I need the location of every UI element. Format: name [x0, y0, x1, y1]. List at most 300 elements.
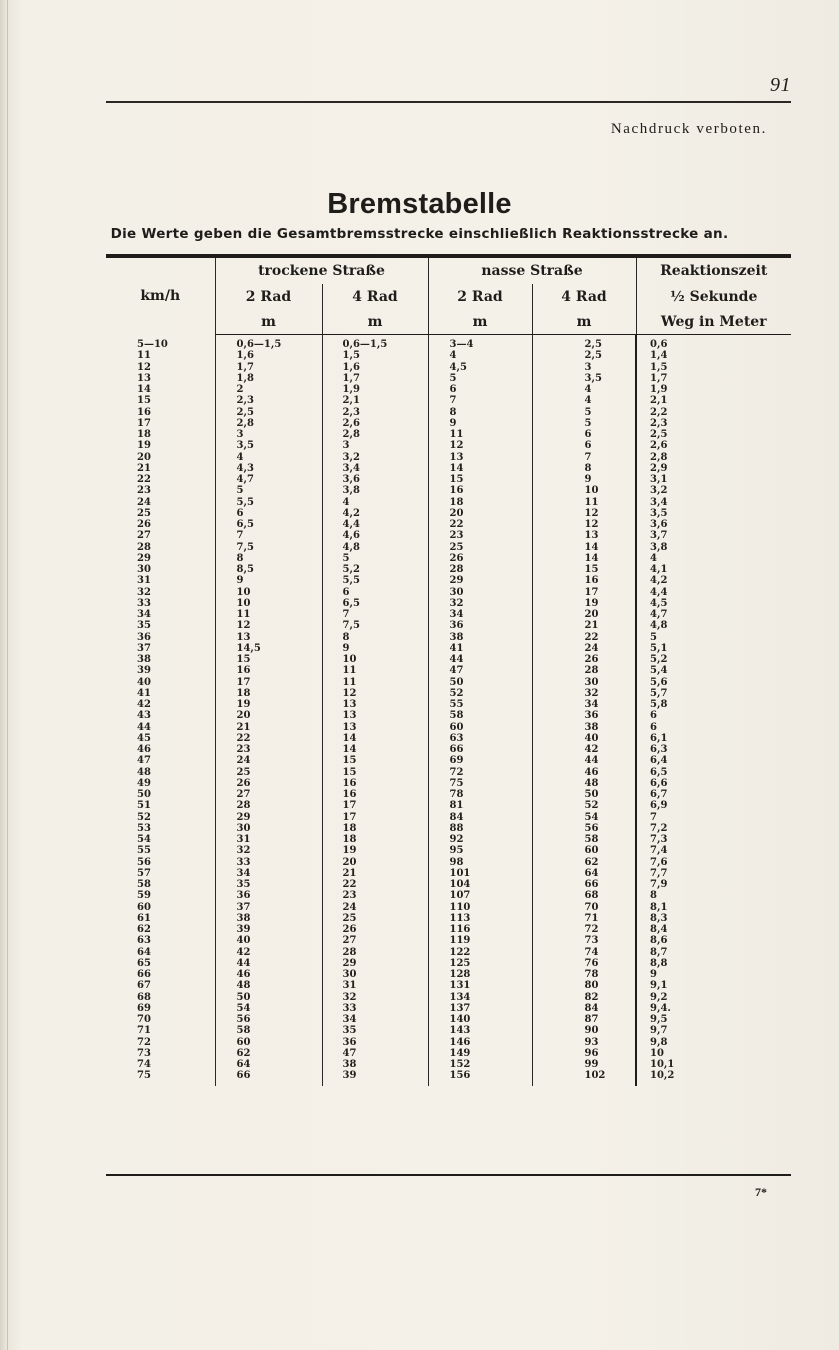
- dry-2-wheel-cell: 40: [215, 935, 322, 946]
- speed-cell: 74: [137, 1059, 151, 1070]
- table-row: [106, 632, 791, 643]
- reaction-distance-cell: 9,1: [636, 980, 791, 991]
- table-row: [106, 452, 791, 463]
- dry-2-wheel-cell: 19: [215, 699, 322, 710]
- wet-2-wheel-cell: 149: [428, 1048, 532, 1059]
- dry-2-wheel-cell: 6,5: [215, 519, 322, 530]
- wet-2-wheel-cell: 69: [428, 755, 532, 766]
- reaction-distance-cell: 2,9: [636, 463, 791, 474]
- wet-2-wheel-cell: 143: [428, 1025, 532, 1036]
- reaction-distance-cell: 4,4: [636, 587, 791, 598]
- speed-cell: 37: [137, 642, 151, 654]
- speed-cell: 50: [137, 789, 151, 800]
- dry-4-wheel-cell: 3: [322, 440, 428, 451]
- reaction-distance-cell: 6,4: [636, 755, 791, 766]
- header-reaction-time: Reaktionszeit: [636, 256, 791, 284]
- table-row: [106, 474, 791, 485]
- reaction-distance-cell: 4: [636, 553, 791, 564]
- wet-4-wheel-cell: 52: [532, 800, 636, 811]
- dry-2-wheel-cell: 2,5: [215, 407, 322, 418]
- dry-4-wheel-cell: 15: [322, 767, 428, 778]
- speed-cell: 30: [137, 564, 151, 575]
- dry-2-wheel-cell: 38: [215, 913, 322, 924]
- wet-4-wheel-cell: 3: [532, 362, 636, 373]
- dry-4-wheel-cell: 30: [322, 969, 428, 980]
- wet-4-wheel-cell: 64: [532, 868, 636, 879]
- speed-cell: 43: [137, 710, 151, 722]
- speed-cell: 75: [137, 1070, 151, 1082]
- wet-2-wheel-cell: 28: [428, 564, 532, 575]
- table-row: [106, 485, 791, 496]
- wet-2-wheel-cell: 122: [428, 947, 532, 958]
- wet-4-wheel-cell: 87: [532, 1014, 636, 1025]
- dry-2-wheel-cell: 28: [215, 800, 322, 811]
- wet-4-wheel-cell: 58: [532, 834, 636, 845]
- dry-2-wheel-cell: 14,5: [215, 643, 322, 654]
- reaction-distance-cell: 5,6: [636, 677, 791, 688]
- speed-cell: 63: [137, 935, 151, 947]
- table-row: [106, 598, 791, 609]
- dry-2-wheel-cell: 25: [215, 767, 322, 778]
- wet-4-wheel-cell: 70: [532, 902, 636, 913]
- reaction-distance-cell: 7,9: [636, 879, 791, 890]
- dry-4-wheel-cell: 22: [322, 879, 428, 890]
- wet-2-wheel-cell: 29: [428, 575, 532, 586]
- dry-4-wheel-cell: 6,5: [322, 598, 428, 609]
- reaction-distance-cell: 2,6: [636, 440, 791, 451]
- dry-4-wheel-cell: 16: [322, 778, 428, 789]
- table-row: [106, 362, 791, 373]
- wet-4-wheel-cell: 28: [532, 665, 636, 676]
- dry-4-wheel-cell: 17: [322, 812, 428, 823]
- wet-2-wheel-cell: 14: [428, 463, 532, 474]
- wet-2-wheel-cell: 131: [428, 980, 532, 991]
- header-wet-road: nasse Straße: [428, 256, 636, 284]
- wet-4-wheel-cell: 84: [532, 1003, 636, 1014]
- table-row: [106, 553, 791, 564]
- table-row: [106, 587, 791, 598]
- dry-4-wheel-cell: 2,6: [322, 418, 428, 429]
- wet-4-wheel-cell: 9: [532, 474, 636, 485]
- wet-4-wheel-cell: 50: [532, 789, 636, 800]
- speed-cell: 23: [137, 485, 151, 497]
- reaction-distance-cell: 3,5: [636, 508, 791, 519]
- wet-4-wheel-cell: 14: [532, 553, 636, 564]
- table-row: [106, 789, 791, 800]
- speed-cell: 51: [137, 800, 151, 812]
- speed-cell: 71: [137, 1025, 151, 1037]
- table-row: [106, 947, 791, 958]
- dry-4-wheel-cell: 5: [322, 553, 428, 564]
- reaction-distance-cell: 1,4: [636, 350, 791, 361]
- reaction-distance-cell: 4,5: [636, 598, 791, 609]
- dry-4-wheel-cell: 3,6: [322, 474, 428, 485]
- speed-cell: 25: [137, 507, 151, 519]
- wet-2-wheel-cell: 23: [428, 530, 532, 541]
- reaction-distance-cell: 8,7: [636, 947, 791, 958]
- wet-2-wheel-cell: 9: [428, 418, 532, 429]
- wet-2-wheel-cell: 47: [428, 665, 532, 676]
- wet-2-wheel-cell: 134: [428, 992, 532, 1003]
- speed-cell: 22: [137, 474, 151, 485]
- table-row: [106, 542, 791, 553]
- reaction-distance-cell: 8: [636, 890, 791, 901]
- dry-2-wheel-cell: 32: [215, 845, 322, 856]
- dry-2-wheel-cell: 46: [215, 969, 322, 980]
- speed-cell: 67: [137, 980, 151, 992]
- wet-2-wheel-cell: 152: [428, 1059, 532, 1070]
- dry-4-wheel-cell: 0,6—1,5: [322, 335, 428, 351]
- dry-2-wheel-cell: 31: [215, 834, 322, 845]
- table-row: [106, 418, 791, 429]
- table-row: [106, 1003, 791, 1014]
- dry-2-wheel-cell: 27: [215, 789, 322, 800]
- dry-4-wheel-cell: 4,6: [322, 530, 428, 541]
- table-row: [106, 958, 791, 969]
- dry-4-wheel-cell: 32: [322, 992, 428, 1003]
- reaction-distance-cell: 7,6: [636, 857, 791, 868]
- table-row: [106, 980, 791, 991]
- speed-cell: 49: [137, 777, 151, 789]
- reaction-distance-cell: 6: [636, 722, 791, 733]
- wet-4-wheel-cell: 13: [532, 530, 636, 541]
- wet-4-wheel-cell: 40: [532, 733, 636, 744]
- dry-2-wheel-cell: 33: [215, 857, 322, 868]
- wet-4-wheel-cell: 96: [532, 1048, 636, 1059]
- dry-2-wheel-cell: 29: [215, 812, 322, 823]
- table-row: [106, 868, 791, 879]
- speed-cell: 66: [137, 969, 151, 980]
- wet-2-wheel-cell: 146: [428, 1037, 532, 1048]
- reaction-distance-cell: 3,1: [636, 474, 791, 485]
- wet-2-wheel-cell: 66: [428, 744, 532, 755]
- header-speed: km/h: [106, 256, 215, 335]
- wet-2-wheel-cell: 110: [428, 902, 532, 913]
- dry-2-wheel-cell: 34: [215, 868, 322, 879]
- wet-4-wheel-cell: 3,5: [532, 373, 636, 384]
- dry-4-wheel-cell: 5,2: [322, 564, 428, 575]
- speed-cell: 39: [137, 665, 151, 677]
- dry-2-wheel-cell: 3,5: [215, 440, 322, 451]
- dry-4-wheel-cell: 18: [322, 823, 428, 834]
- reaction-distance-cell: 7: [636, 812, 791, 823]
- wet-2-wheel-cell: 104: [428, 879, 532, 890]
- reaction-distance-cell: 7,4: [636, 845, 791, 856]
- dry-2-wheel-cell: 5: [215, 485, 322, 496]
- dry-4-wheel-cell: 2,1: [322, 395, 428, 406]
- speed-cell: 46: [137, 744, 151, 755]
- wet-2-wheel-cell: 13: [428, 452, 532, 463]
- table-row: [106, 564, 791, 575]
- table-row: [106, 575, 791, 586]
- dry-2-wheel-cell: 62: [215, 1048, 322, 1059]
- table-row: [106, 530, 791, 541]
- dry-4-wheel-cell: 16: [322, 789, 428, 800]
- reaction-distance-cell: 4,7: [636, 609, 791, 620]
- dry-4-wheel-cell: 47: [322, 1048, 428, 1059]
- table-row: [106, 643, 791, 654]
- dry-2-wheel-cell: 20: [215, 710, 322, 721]
- reaction-distance-cell: 8,4: [636, 924, 791, 935]
- dry-2-wheel-cell: 60: [215, 1037, 322, 1048]
- wet-2-wheel-cell: 4: [428, 350, 532, 361]
- table-row: [106, 609, 791, 620]
- dry-2-wheel-cell: 4: [215, 452, 322, 463]
- dry-2-wheel-cell: 15: [215, 654, 322, 665]
- reaction-distance-cell: 9,8: [636, 1037, 791, 1048]
- dry-4-wheel-cell: 11: [322, 665, 428, 676]
- speed-cell: 42: [137, 699, 151, 710]
- dry-4-wheel-cell: 20: [322, 857, 428, 868]
- reaction-distance-cell: 9,4.: [636, 1003, 791, 1014]
- wet-4-wheel-cell: 2,5: [532, 335, 636, 351]
- wet-2-wheel-cell: 12: [428, 440, 532, 451]
- table-row: [106, 350, 791, 361]
- header-dry-road: trockene Straße: [215, 256, 428, 284]
- reaction-distance-cell: 5,1: [636, 643, 791, 654]
- header-rule: [106, 101, 791, 103]
- table-row: [106, 857, 791, 868]
- table-row: [106, 902, 791, 913]
- wet-2-wheel-cell: 98: [428, 857, 532, 868]
- reaction-distance-cell: 2,3: [636, 418, 791, 429]
- wet-4-wheel-cell: 78: [532, 969, 636, 980]
- dry-2-wheel-cell: 12: [215, 620, 322, 631]
- wet-4-wheel-cell: 56: [532, 823, 636, 834]
- reaction-distance-cell: 1,7: [636, 373, 791, 384]
- dry-2-wheel-cell: 2,8: [215, 418, 322, 429]
- table-row: [106, 688, 791, 699]
- table-row: [106, 440, 791, 451]
- dry-4-wheel-cell: 23: [322, 890, 428, 901]
- reaction-distance-cell: 0,6: [636, 335, 791, 351]
- table-row: [106, 1037, 791, 1048]
- speed-cell: 14: [137, 384, 151, 395]
- wet-2-wheel-cell: 72: [428, 767, 532, 778]
- reaction-distance-cell: 5,4: [636, 665, 791, 676]
- dry-2-wheel-cell: 2: [215, 384, 322, 395]
- table-title: Bremstabelle: [327, 188, 512, 220]
- wet-2-wheel-cell: 6: [428, 384, 532, 395]
- reaction-distance-cell: 3,6: [636, 519, 791, 530]
- dry-4-wheel-cell: 25: [322, 913, 428, 924]
- wet-2-wheel-cell: 75: [428, 778, 532, 789]
- wet-4-wheel-cell: 66: [532, 879, 636, 890]
- table-row: [106, 924, 791, 935]
- reaction-distance-cell: 5,8: [636, 699, 791, 710]
- speed-cell: 54: [137, 834, 151, 845]
- table-body: [106, 335, 791, 1086]
- table-row: [106, 620, 791, 631]
- dry-2-wheel-cell: 7: [215, 530, 322, 541]
- dry-4-wheel-cell: 1,5: [322, 350, 428, 361]
- dry-4-wheel-cell: 1,6: [322, 362, 428, 373]
- reaction-distance-cell: 6,7: [636, 789, 791, 800]
- speed-cell: 47: [137, 755, 151, 767]
- wet-2-wheel-cell: 18: [428, 497, 532, 508]
- speed-cell: 31: [137, 575, 151, 587]
- speed-cell: 24: [137, 496, 151, 508]
- dry-4-wheel-cell: 9: [322, 643, 428, 654]
- wet-4-wheel-cell: 5: [532, 418, 636, 429]
- reaction-distance-cell: 2,5: [636, 429, 791, 440]
- dry-2-wheel-cell: 23: [215, 744, 322, 755]
- wet-2-wheel-cell: 8: [428, 407, 532, 418]
- wet-2-wheel-cell: 55: [428, 699, 532, 710]
- reaction-distance-cell: 7,2: [636, 823, 791, 834]
- wet-4-wheel-cell: 14: [532, 542, 636, 553]
- wet-4-wheel-cell: 93: [532, 1037, 636, 1048]
- wet-4-wheel-cell: 11: [532, 497, 636, 508]
- wet-2-wheel-cell: 78: [428, 789, 532, 800]
- dry-4-wheel-cell: 14: [322, 733, 428, 744]
- unit-wet-2-wheel: m: [428, 310, 532, 335]
- speed-cell: 68: [137, 991, 151, 1003]
- speed-cell: 18: [137, 429, 151, 440]
- wet-2-wheel-cell: 52: [428, 688, 532, 699]
- wet-2-wheel-cell: 5: [428, 373, 532, 384]
- table-row: [106, 654, 791, 665]
- wet-4-wheel-cell: 12: [532, 519, 636, 530]
- table-row: [106, 665, 791, 676]
- dry-4-wheel-cell: 8: [322, 632, 428, 643]
- header-wet-2-wheel: 2 Rad: [428, 284, 532, 310]
- wet-4-wheel-cell: 30: [532, 677, 636, 688]
- dry-2-wheel-cell: 8,5: [215, 564, 322, 575]
- dry-2-wheel-cell: 48: [215, 980, 322, 991]
- dry-4-wheel-cell: 10: [322, 654, 428, 665]
- dry-2-wheel-cell: 54: [215, 1003, 322, 1014]
- speed-cell: 15: [137, 395, 151, 407]
- speed-cell: 33: [137, 597, 151, 609]
- speed-cell: 73: [137, 1047, 151, 1059]
- wet-2-wheel-cell: 34: [428, 609, 532, 620]
- dry-2-wheel-cell: 18: [215, 688, 322, 699]
- wet-4-wheel-cell: 80: [532, 980, 636, 991]
- reaction-distance-cell: 4,1: [636, 564, 791, 575]
- dry-2-wheel-cell: 4,7: [215, 474, 322, 485]
- speed-cell: 13: [137, 372, 151, 384]
- wet-4-wheel-cell: 76: [532, 958, 636, 969]
- table-row: [106, 744, 791, 755]
- wet-2-wheel-cell: 137: [428, 1003, 532, 1014]
- header-wet-4-wheel: 4 Rad: [532, 284, 636, 310]
- speed-cell: 59: [137, 890, 151, 902]
- dry-2-wheel-cell: 21: [215, 722, 322, 733]
- table-row: [106, 677, 791, 688]
- wet-2-wheel-cell: 41: [428, 643, 532, 654]
- dry-4-wheel-cell: 13: [322, 699, 428, 710]
- dry-4-wheel-cell: 26: [322, 924, 428, 935]
- wet-4-wheel-cell: 99: [532, 1059, 636, 1070]
- dry-4-wheel-cell: 11: [322, 677, 428, 688]
- speed-cell: 36: [137, 631, 151, 643]
- reaction-distance-cell: 6,9: [636, 800, 791, 811]
- table-row: [106, 778, 791, 789]
- wet-2-wheel-cell: 25: [428, 542, 532, 553]
- reaction-distance-cell: 6,3: [636, 744, 791, 755]
- wet-4-wheel-cell: 21: [532, 620, 636, 631]
- wet-2-wheel-cell: 156: [428, 1070, 532, 1085]
- reaction-distance-cell: 10,2: [636, 1070, 791, 1085]
- reaction-distance-cell: 4,2: [636, 575, 791, 586]
- wet-2-wheel-cell: 36: [428, 620, 532, 631]
- reaction-distance-cell: 4,8: [636, 620, 791, 631]
- table-row: [106, 845, 791, 856]
- wet-2-wheel-cell: 3—4: [428, 335, 532, 351]
- speed-cell: 62: [137, 924, 151, 935]
- wet-2-wheel-cell: 116: [428, 924, 532, 935]
- wet-4-wheel-cell: 60: [532, 845, 636, 856]
- dry-4-wheel-cell: 6: [322, 587, 428, 598]
- wet-2-wheel-cell: 11: [428, 429, 532, 440]
- wet-4-wheel-cell: 6: [532, 440, 636, 451]
- dry-4-wheel-cell: 2,3: [322, 407, 428, 418]
- table-row: [106, 879, 791, 890]
- table-row: [106, 767, 791, 778]
- wet-2-wheel-cell: 125: [428, 958, 532, 969]
- dry-4-wheel-cell: 7,5: [322, 620, 428, 631]
- wet-4-wheel-cell: 5: [532, 407, 636, 418]
- dry-4-wheel-cell: 18: [322, 834, 428, 845]
- dry-2-wheel-cell: 64: [215, 1059, 322, 1070]
- wet-2-wheel-cell: 22: [428, 519, 532, 530]
- dry-4-wheel-cell: 13: [322, 722, 428, 733]
- wet-2-wheel-cell: 81: [428, 800, 532, 811]
- reaction-distance-cell: 6,5: [636, 767, 791, 778]
- dry-4-wheel-cell: 24: [322, 902, 428, 913]
- reaction-distance-cell: 2,2: [636, 407, 791, 418]
- wet-4-wheel-cell: 7: [532, 452, 636, 463]
- wet-4-wheel-cell: 82: [532, 992, 636, 1003]
- table-row: [106, 1070, 791, 1085]
- unit-dry-2-wheel: m: [215, 310, 322, 335]
- table-row: [106, 508, 791, 519]
- dry-2-wheel-cell: 6: [215, 508, 322, 519]
- wet-2-wheel-cell: 7: [428, 395, 532, 406]
- wet-4-wheel-cell: 62: [532, 857, 636, 868]
- table-bottom-rule: [106, 1174, 791, 1176]
- table-row: [106, 335, 791, 351]
- wet-4-wheel-cell: 36: [532, 710, 636, 721]
- dry-2-wheel-cell: 0,6—1,5: [215, 335, 322, 351]
- table-row: [106, 890, 791, 901]
- reaction-distance-cell: 3,8: [636, 542, 791, 553]
- dry-2-wheel-cell: 11: [215, 609, 322, 620]
- table-row: [106, 733, 791, 744]
- reaction-distance-cell: 9,5: [636, 1014, 791, 1025]
- table-row: [106, 497, 791, 508]
- dry-2-wheel-cell: 13: [215, 632, 322, 643]
- dry-2-wheel-cell: 7,5: [215, 542, 322, 553]
- reaction-distance-cell: 3,2: [636, 485, 791, 496]
- wet-4-wheel-cell: 38: [532, 722, 636, 733]
- dry-4-wheel-cell: 13: [322, 710, 428, 721]
- reaction-distance-cell: 5,7: [636, 688, 791, 699]
- dry-4-wheel-cell: 5,5: [322, 575, 428, 586]
- speed-cell: 11: [137, 350, 151, 362]
- dry-2-wheel-cell: 26: [215, 778, 322, 789]
- unit-wet-4-wheel: m: [532, 310, 636, 335]
- reaction-distance-cell: 8,3: [636, 913, 791, 924]
- speed-cell: 44: [137, 721, 151, 733]
- speed-cell: 60: [137, 901, 151, 913]
- speed-cell: 27: [137, 530, 151, 542]
- table-row: [106, 710, 791, 721]
- dry-4-wheel-cell: 3,2: [322, 452, 428, 463]
- table-row: [106, 992, 791, 1003]
- wet-4-wheel-cell: 90: [532, 1025, 636, 1036]
